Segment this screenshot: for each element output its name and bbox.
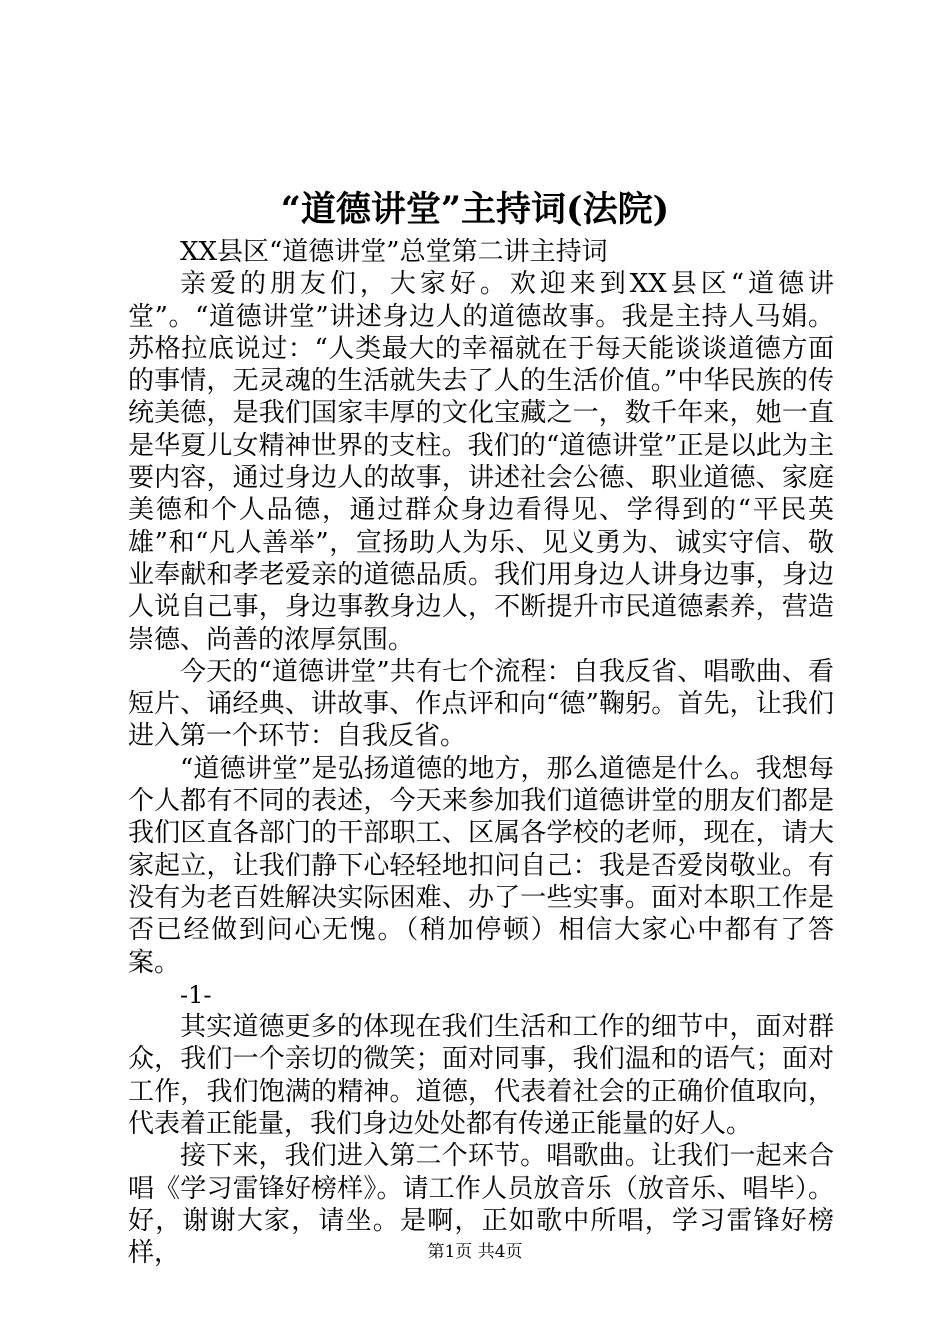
body-paragraph-welcome: 亲爱的朋友们，大家好。欢迎来到XX县区“道德讲堂”。“道德讲堂”讲述身边人的道德故事。我是主持人马娟。苏格拉底说过：“人类最大的幸福就在于每天能谈谈道德方面的事情，无灵魂的生活就失去了人的生活价值。”中华民族的传统美德，是我们国家丰厚的文化宝藏之一，数千年来，她一直是华夏儿女精神世界的支柱。我们的“道德讲堂”正是以此为主要内容，通过身边人的故事，讲述社会公德、职业道德、家庭美德和个人品德，通过群众身边看得见、学得到的“平民英雄”和“凡人善举”，宣扬助人为乐、见义勇为、诚实守信、敬业奉献和孝老爱亲的道德品质。我们用身边人讲身边事，身边人说自己事，身边事教身边人，不断提升市民道德素养，营造崇德、尚善的浓厚氛围。 [128, 269, 834, 655]
document-body [128, 236, 834, 1270]
body-paragraph-details: 其实道德更多的体现在我们生活和工作的细节中，面对群众，我们一个亲切的微笑；面对同事，我们温和的语气；面对工作，我们饱满的精神。道德，代表着社会的正确价值取向，代表着正能量，我们身边处处都有传递正能量的好人。 [128, 1012, 834, 1140]
body-paragraph-reflection: “道德讲堂”是弘扬道德的地方，那么道德是什么。我想每个人都有不同的表述，今天来参加我们道德讲堂的朋友们都是我们区直各部门的干部职工、区属各学校的老师，现在，请大家起立，让我们静下心轻轻地扣问自己：我是否爱岗敬业。有没有为老百姓解决实际困难、办了一些实事。面对本职工作是否已经做到问心无愧。（稍加停顿）相信大家心中都有了答案。 [128, 753, 834, 978]
subtitle-paragraph: XX县区“道德讲堂”总堂第二讲主持词 [180, 237, 608, 267]
body-paragraph-process: 今天的“道德讲堂”共有七个流程：自我反省、唱歌曲、看短片、诵经典、讲故事、作点评和向“德”鞠躬。首先，让我们进入第一个环节：自我反省。 [128, 656, 834, 752]
page-marker: -1- [180, 980, 212, 1009]
document-title: “道德讲堂”主持词(法院) [280, 189, 670, 230]
body-paragraph-singing: 接下来，我们进入第二个环节。唱歌曲。让我们一起来合唱《学习雷锋好榜样》。请工作人员放音乐（放音乐、唱毕）。好，谢谢大家，请坐。是啊，正如歌中所唱，学习雷锋好榜样， [128, 1141, 834, 1269]
page-footer: 第1页 共4页 [427, 1242, 523, 1262]
